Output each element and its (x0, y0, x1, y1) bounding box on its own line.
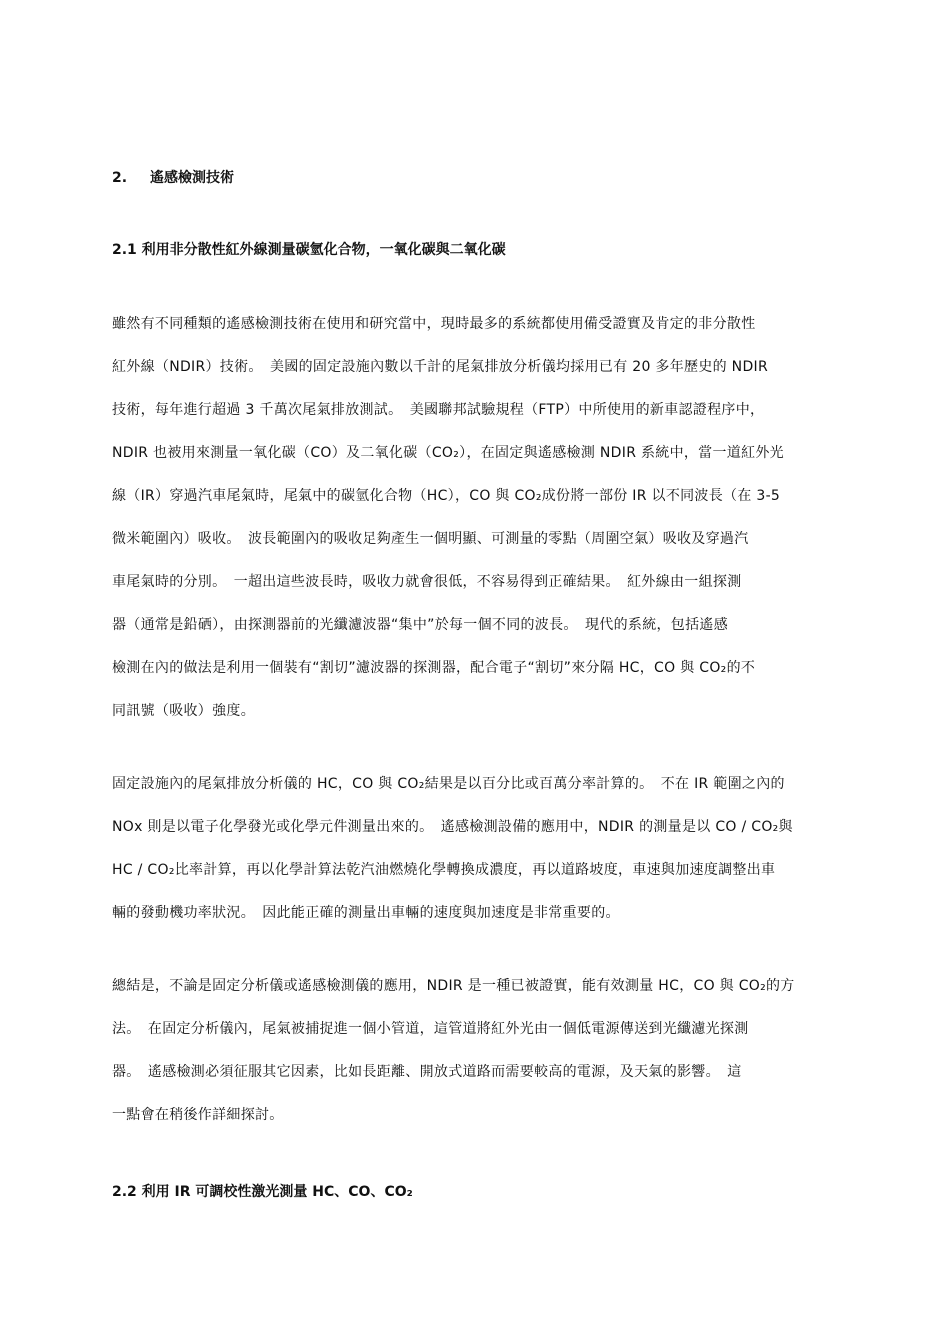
paragraph-3 (112, 976, 842, 1136)
paragraph-line: 總結是，不論是固定分析儀或遙感檢測儀的應用，NDIR 是一種已被證實，能有效測量 HC，CO 與 CO₂的方 (112, 978, 795, 994)
paragraph-line: 車尾氣時的分別。 一超出這些波長時，吸收力就會很低，不容易得到正確結果。 紅外線由一組探測 (112, 574, 742, 590)
paragraph-line: 一點會在稍後作詳細探討。 (112, 1107, 284, 1123)
paragraph-line: 雖然有不同種類的遙感檢測技術在使用和研究當中，現時最多的系統都使用備受證實及肯定的非分散性 (112, 316, 756, 332)
subsection-heading-2-1: 2.1 利用非分散性紅外線測量碳氫化合物，一氧化碳與二氧化碳 (112, 242, 506, 258)
paragraph-line: 輛的發動機功率狀況。 因此能正確的測量出車輛的速度與加速度是非常重要的。 (112, 905, 620, 921)
paragraph-line: 器（通常是鉛硒），由探測器前的光纖濾波器“集中”於每一個不同的波長。 現代的系統，包括遙感 (112, 617, 729, 633)
paragraph-line: 同訊號（吸收）強度。 (112, 703, 255, 719)
paragraph-1 (112, 314, 842, 734)
paragraph-line: 微米範圍內）吸收。 波長範圍內的吸收足夠產生一個明顯、可測量的零點（周圍空氣）吸收及穿過汽 (112, 531, 749, 547)
paragraph-line: 法。 在固定分析儀內，尾氣被捕捉進一個小管道，這管道將紅外光由一個低電源傳送到光纖濾光探測 (112, 1021, 749, 1037)
section-title: 遙感檢測技術 (150, 170, 234, 186)
paragraph-line: 紅外線（NDIR）技術。 美國的固定設施內數以千計的尾氣排放分析儀均採用已有 20 多年歷史的 NDIR (112, 359, 768, 375)
paragraph-line: NDIR 也被用來測量一氧化碳（CO）及二氧化碳（CO₂），在固定與遙感檢測 NDIR 系統中，當一道紅外光 (112, 445, 784, 461)
subsection-heading-2-2: 2.2 利用 IR 可調校性激光測量 HC、CO、CO₂ (112, 1184, 413, 1200)
section-number: 2. (112, 170, 128, 186)
paragraph-line: 固定設施內的尾氣排放分析儀的 HC，CO 與 CO₂結果是以百分比或百萬分率計算的。 不在 IR 範圍之內的 (112, 776, 785, 792)
section-heading (112, 168, 234, 188)
paragraph-line: 線（IR）穿過汽車尾氣時，尾氣中的碳氫化合物（HC），CO 與 CO₂成份將一部份 IR 以不同波長（在 3-5 (112, 488, 781, 504)
paragraph-line: 器。 遙感檢測必須征服其它因素，比如長距離、開放式道路而需要較高的電源，及天氣的影響。 這 (112, 1064, 742, 1080)
paragraph-line: 技術，每年進行超過 3 千萬次尾氣排放測試。 美國聯邦試驗規程（FTP）中所使用的新車認證程序中， (112, 402, 765, 418)
paragraph-line: NOx 則是以電子化學發光或化學元件測量出來的。 遙感檢測設備的應用中，NDIR 的測量是以 CO / CO₂與 (112, 819, 793, 835)
paragraph-2 (112, 774, 842, 934)
paragraph-line: 檢測在內的做法是利用一個裝有“割切”濾波器的探測器，配合電子“割切”來分隔 HC，CO 與 CO₂的不 (112, 660, 756, 676)
paragraph-line: HC / CO₂比率計算，再以化學計算法乾汽油燃燒化學轉換成濃度，再以道路坡度，車速與加速度調整出車 (112, 862, 776, 878)
